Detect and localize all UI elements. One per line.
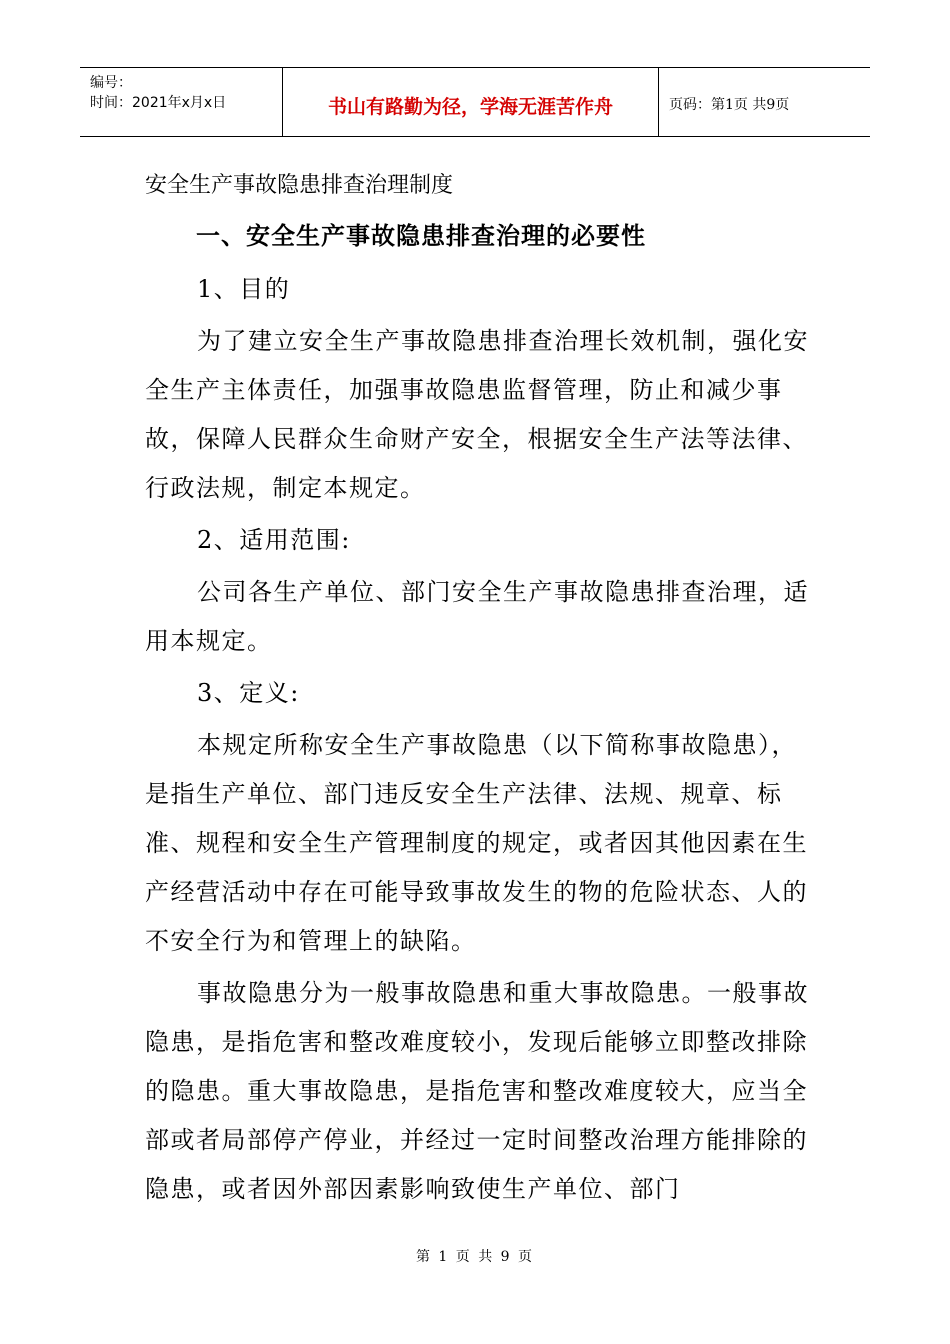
- paragraph-definition-heading: 3、定义:: [197, 679, 300, 707]
- paragraph-definition: 本规定所称安全生产事故隐患（以下简称事故隐患），是指生产单位、部门违反安全生产法律、法规、规章、标准、规程和安全生产管理制度的规定，或者因其他因素在生产经营活动中存在可能导致事故发生的物的危险状态、人的不安全行为和管理上的缺陷。: [145, 731, 808, 955]
- page-header: [80, 67, 870, 137]
- paragraph-purpose-heading: 1、目的: [197, 275, 291, 303]
- paragraph-purpose: 为了建立安全生产事故隐患排查治理长效机制，强化安全生产主体责任，加强事故隐患监督管理，防止和减少事故，保障人民群众生命财产安全，根据安全生产法等法律、行政法规，制定本规定。: [145, 327, 809, 502]
- paragraph-classification: 事故隐患分为一般事故隐患和重大事故隐患。一般事故隐患，是指危害和整改难度较小，发现后能够立即整改排除的隐患。重大事故隐患，是指危害和整改难度较大，应当全部或者局部停产停业，并经过一定时间整改治理方能排除的隐患，或者因外部因素影响致使生产单位、部门: [145, 979, 809, 1203]
- document-body: [145, 265, 817, 1214]
- header-meta: [80, 68, 283, 136]
- document-title: 安全生产事故隐患排查治理制度: [145, 173, 454, 198]
- document-time-label: 时间：2021年x月x日: [90, 95, 227, 111]
- header-motto: 书山有路勤为径，学海无涯苦作舟: [283, 68, 659, 136]
- document-number-label: 编号：: [90, 75, 132, 91]
- section-heading: 一、安全生产事故隐患排查治理的必要性: [196, 222, 646, 250]
- paragraph-scope-heading: 2、适用范围:: [197, 526, 351, 554]
- page-footer: 第 1 页 共 9 页: [415, 1249, 535, 1265]
- header-page-info: 页码：第1页 共9页: [669, 97, 790, 113]
- paragraph-scope: 公司各生产单位、部门安全生产事故隐患排查治理，适用本规定。: [145, 578, 809, 655]
